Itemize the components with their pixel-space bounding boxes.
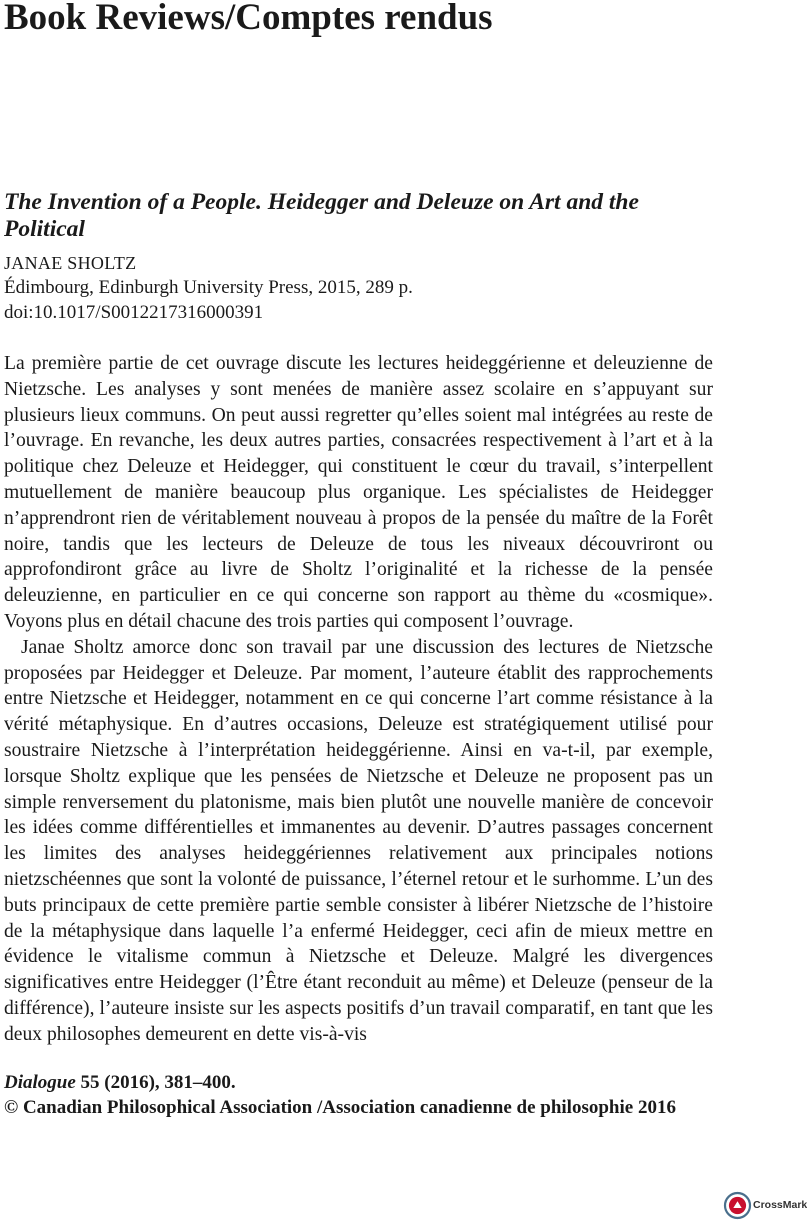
crossmark-label: CrossMark xyxy=(753,1199,807,1211)
crossmark-icon xyxy=(724,1192,751,1219)
review-body xyxy=(4,351,713,1048)
crossmark-badge[interactable] xyxy=(724,1190,807,1220)
book-title: The Invention of a People. Heidegger and Deleuze on Art and the Political xyxy=(4,189,639,242)
journal-name: Dialogue xyxy=(4,1072,76,1093)
journal-citation xyxy=(4,1072,236,1094)
publisher-line: Édimbourg, Edinburgh University Press, 2015, 289 p. xyxy=(4,277,413,298)
paragraph-2: Janae Sholtz amorce donc son travail par une discussion des lectures de Nietzsche proposées par Heidegger et Deleuze. Par moment, l’auteure établit des rapprochements entre Nietzsche et Heidegger, notamment en ce qui concerne l’art comme résistance à la vérité métaphysique. En d’autres occasions, Deleuze est stratégiquement utilisé pour soustraire Nietzsche à l’interprétation heideggérienne. Ainsi en va-t-il, par exemple, lorsque Sholtz explique que les pensées de Nietzsche et Deleuze ne proposent pas un simple renversement du platonisme, mais bien plutôt une nouvelle manière de concevoir les idées comme différentielles et immanentes au devenir. D’autres passages concernent les limites des analyses heideggériennes relativement aux principales notions nietzschéennes que sont la volonté de puissance, l’éternel retour et le surhomme. L’un des buts principaux de cette première partie semble consister à libérer Nietzsche de l’histoire de la métaphysique dans laquelle l’a enfermé Heidegger, ceci afin de mieux mettre en évidence le vitalisme commun à Nietzsche et Deleuze. Malgré les divergences significatives entre Heidegger (l’Être étant reconduit au même) et Deleuze (penseur de la différence), l’auteure insiste sur les aspects positifs d’un travail comparatif, en tant que les deux philosophes demeurent en dette vis-à-vis xyxy=(4,636,713,1045)
review-author: JANAE SHOLTZ xyxy=(4,253,137,273)
copyright-notice: © Canadian Philosophical Association /Association canadienne de philosophie 2016 xyxy=(4,1097,676,1118)
paragraph-1: La première partie de cet ouvrage discute les lectures heideggérienne et deleuzienne de Nietzsche. Les analyses y sont menées de manière assez scolaire en s’appuyant sur plusieurs lieux communs. On peut aussi regretter qu’elles soient mal intégrées au reste de l’ouvrage. En revanche, les deux autres parties, consacrées respectivement à l’art et à la politique chez Deleuze et Heidegger, qui constituent le cœur du travail, s’interpellent mutuellement de manière beaucoup plus organique. Les spécialistes de Heidegger n’apprendront rien de véritablement nouveau à propos de la pensée du maître de la Forêt noire, tandis que les lecteurs de Deleuze de tous les niveaux découvriront ou approfondiront grâce au livre de Sholtz l’originalité et la richesse de la pensée deleuzienne, en particulier en ce qui concerne son rapport au thème du «cosmique». Voyons plus en détail chacune des trois parties qui composent l’ouvrage. xyxy=(4,353,713,632)
citation-details: 55 (2016), 381–400. xyxy=(75,1072,236,1093)
section-heading: Book Reviews/Comptes rendus xyxy=(4,0,493,38)
doi-link[interactable]: doi:10.1017/S0012217316000391 xyxy=(4,302,264,323)
